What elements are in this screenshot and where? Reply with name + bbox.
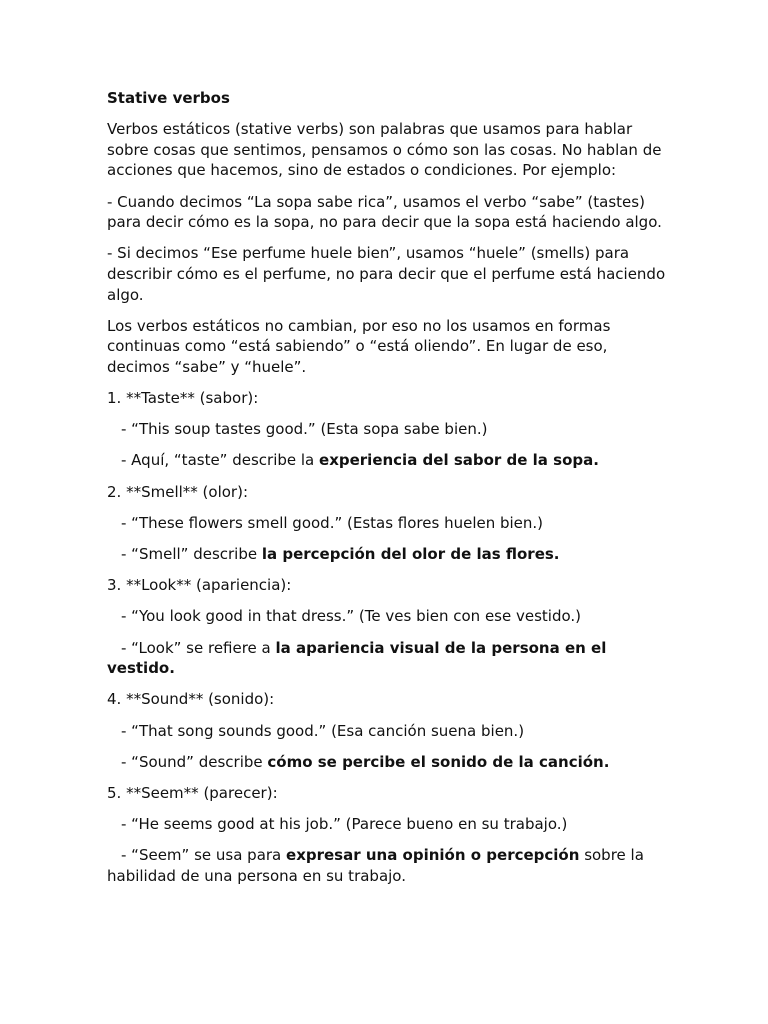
explanation-bold-text: cómo se percibe el sonido de la canción. xyxy=(267,752,610,771)
document-body xyxy=(107,88,667,897)
explanation-text: - Aquí, “taste” describe la xyxy=(121,451,320,470)
item-explanation xyxy=(107,752,667,773)
item-heading: 5. **Seem** (parecer): xyxy=(107,783,278,802)
explanation-bold-text: expresar una opinión o percepción xyxy=(286,846,580,865)
item-heading: 1. **Taste** (sabor): xyxy=(107,389,259,408)
item-explanation xyxy=(107,845,667,886)
explanation-bold-text: la percepción del olor de las flores. xyxy=(261,545,560,564)
explanation-text: - “Smell” describe xyxy=(121,545,262,564)
explanation-bold-text: la apariencia visual de la persona en el vestido. xyxy=(107,638,607,678)
explanation-text: - “Seem” se usa para xyxy=(121,846,287,865)
item-explanation xyxy=(107,638,667,679)
item-explanation xyxy=(107,544,667,565)
explanation-text: sobre la habilidad de una persona en su trabajo. xyxy=(107,846,644,885)
item-heading: 3. **Look** (apariencia): xyxy=(107,576,292,595)
item-heading: 2. **Smell** (olor): xyxy=(107,482,248,501)
document-title: Stative verbos xyxy=(107,89,230,107)
item-example: - “This soup tastes good.” (Esta sopa sabe bien.) xyxy=(121,420,488,439)
item-example: - “He seems good at his job.” (Parece bueno en su trabajo.) xyxy=(121,815,568,834)
explanation-bold-text: experiencia del sabor de la sopa. xyxy=(319,451,599,470)
intro-paragraph: Verbos estáticos (stative verbs) son palabras que usamos para hablar sobre cosas que sentimos, pensamos o cómo son las cosas. No hablan de acciones que hacemos, sino de estados o condiciones. Por ejemplo: xyxy=(107,120,662,180)
item-heading: 4. **Sound** (sonido): xyxy=(107,690,275,709)
item-example: - “These flowers smell good.” (Estas flores huelen bien.) xyxy=(121,513,544,532)
item-example: - “You look good in that dress.” (Te ves bien con ese vestido.) xyxy=(121,607,582,626)
item-explanation xyxy=(107,450,667,471)
example-paragraph-1: - Cuando decimos “La sopa sabe rica”, usamos el verbo “sabe” (tastes) para decir cómo es la sopa, no para decir que la sopa está haciendo algo. xyxy=(107,192,662,232)
example-paragraph-2: - Si decimos “Ese perfume huele bien”, usamos “huele” (smells) para describir cómo es el perfume, no para decir que el perfume está haciendo algo. xyxy=(107,244,666,304)
item-example: - “That song sounds good.” (Esa canción suena bien.) xyxy=(121,721,525,740)
note-paragraph: Los verbos estáticos no cambian, por eso no los usamos en formas continuas como “está sabiendo” o “está oliendo”. En lugar de eso, decimos “sabe” y “huele”. xyxy=(107,316,611,376)
explanation-text: - “Sound” describe xyxy=(121,752,268,771)
explanation-text: - “Look” se refiere a xyxy=(121,638,276,657)
